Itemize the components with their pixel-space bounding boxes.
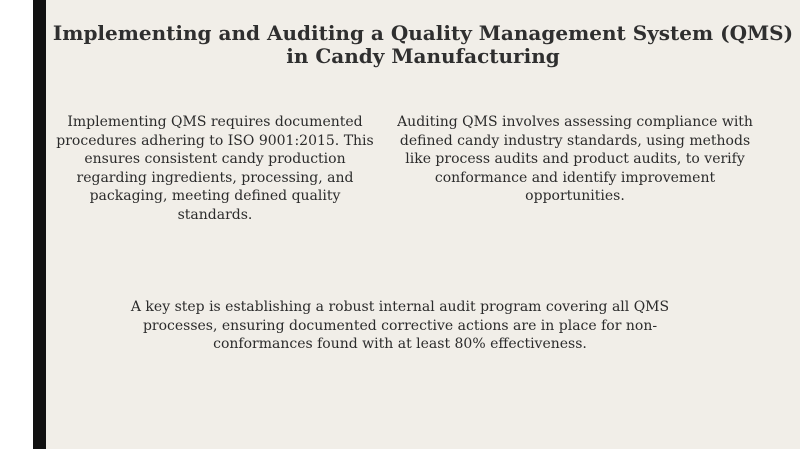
slide-left-margin — [0, 0, 33, 449]
slide-title: Implementing and Auditing a Quality Management System (QMS) in Candy Manufacturing — [52, 21, 794, 68]
accent-bar — [33, 0, 46, 449]
implementing-paragraph: Implementing QMS requires documented procedures adhering to ISO 9001:2015. This ensures consistent candy production regarding ingredients, processing, and packaging, meeting defined quality standards. — [56, 114, 374, 223]
auditing-paragraph: Auditing QMS involves assessing compliance with defined candy industry standards, using methods like process audits and product audits, to verify conformance and identify improvement opportunities. — [397, 114, 753, 204]
key-step-paragraph: A key step is establishing a robust internal audit program covering all QMS processes, ensuring documented corrective actions are in place for non-conformances found with at least 80% effectiveness. — [130, 299, 670, 352]
